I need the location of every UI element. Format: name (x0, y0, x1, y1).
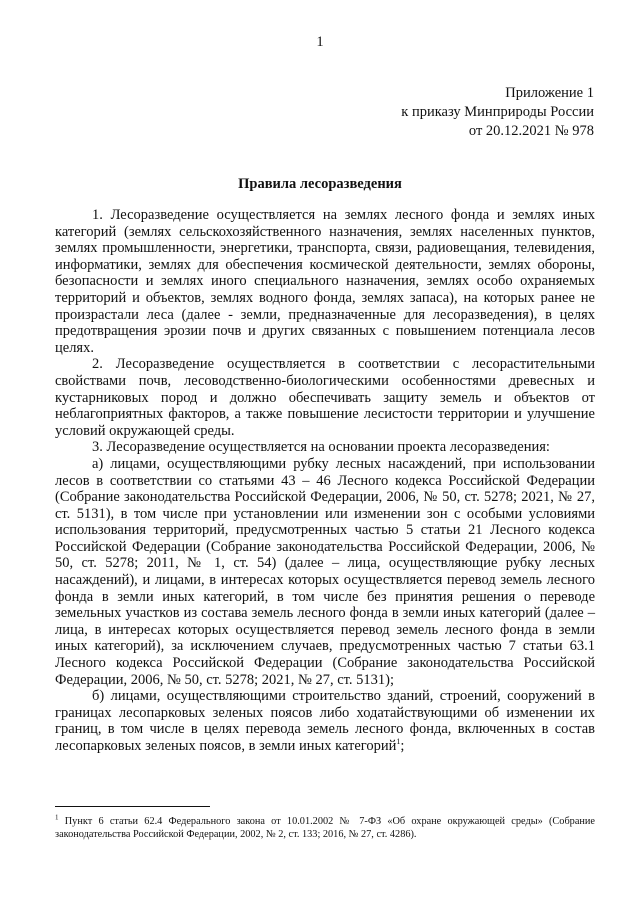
appendix-line-2: к приказу Минприроды России (401, 104, 594, 120)
footnote-reference[interactable]: 1 (396, 737, 401, 747)
paragraph-3b-text: б) лицами, осуществляющими строительство зданий, строений, сооружений в границах лесопарковых зеленых поясов либо ходатайствующими об изменении их границ, в том числе в целях перевода земель лесного фонда, включенных в состав лесопарковых зеленых поясов, в земли иных категорий (55, 688, 595, 754)
paragraph-2: 2. Лесоразведение осуществляется в соответствии с лесорастительными свойствами почв, лесоводственно-биологическими особенностями древесных и кустарниковых пород и должно обеспечивать защиту земель и объектов от неблагоприятных факторов, а также повышение лесистости территории и улучшение условий окружающей среды. (55, 356, 595, 439)
page-number: 1 (316, 34, 324, 50)
paragraph-1: 1. Лесоразведение осуществляется на землях лесного фонда и землях иных категорий (землях сельскохозяйственного назначения, землях населенных пунктов, землях промышленности, энергетики, транспорта, связи, радиовещания, телевидения, информатики, землях для обеспечения космической деятельности, землях обороны, безопасности и землях иного специального назначения, землях особо охраняемых территорий и объектов, землях водного фонда, землях запаса), на которых ранее не произрастали леса (далее - земли, предназначенные для лесоразведения), в целях предотвращения эрозии почв и других связанных с повышением потенциала лесов целях. (55, 207, 595, 356)
document-body (55, 207, 595, 755)
appendix-header (401, 84, 594, 141)
paragraph-3a: а) лицами, осуществляющими рубку лесных насаждений, при использовании лесов в соответствии со статьями 43 – 46 Лесного кодекса Российской Федерации (Собрание законодательства Российской Федерации, 2006, № 50, ст. 5278; 2021, № 27, ст. 5131), в том числе при установлении или изменении зон с особыми условиями использования территорий, предусмотренных частью 5 статьи 21 Лесного кодекса Российской Федерации (Собрание законодательства Российской Федерации, 2006, № 50, ст. 5278; 2011, № 1, ст. 54) (далее – лица, осуществляющие рубку лесных насаждений), и лицами, в интересах которых осуществляется перевод земель лесного фонда в земли иных категорий, в том числе без принятия решения о переводе земельных участков из состава земель лесного фонда в земли иных категорий (далее – лица, в интересах которых осуществляется перевод земель лесного фонда в земли иных категорий), за исключением случаев, предусмотренных частью 7 статьи 63.1 Лесного кодекса Российской Федерации (Собрание законодательства Российской Федерации, 2006, № 50, ст. 5278; 2021, № 27, ст. 5131); (55, 455, 595, 688)
footnote-divider (55, 806, 210, 807)
footnote-text: Пункт 6 статьи 62.4 Федерального закона от 10.01.2002 № 7-ФЗ «Об охране окружающей среды» (Собрание законодательства Российской Федерации, 2002, № 2, ст. 133; 2016, № 27, ст. 4286). (55, 816, 595, 840)
appendix-line-1: Приложение 1 (505, 85, 594, 101)
paragraph-3b-tail: ; (400, 738, 405, 754)
paragraph-3b (55, 688, 595, 754)
footnote (55, 815, 595, 841)
appendix-line-3: от 20.12.2021 № 978 (468, 123, 594, 139)
document-title: Правила лесоразведения (238, 176, 402, 192)
paragraph-3: 3. Лесоразведение осуществляется на основании проекта лесоразведения: (92, 439, 550, 456)
footnote-marker: 1 (55, 813, 59, 822)
